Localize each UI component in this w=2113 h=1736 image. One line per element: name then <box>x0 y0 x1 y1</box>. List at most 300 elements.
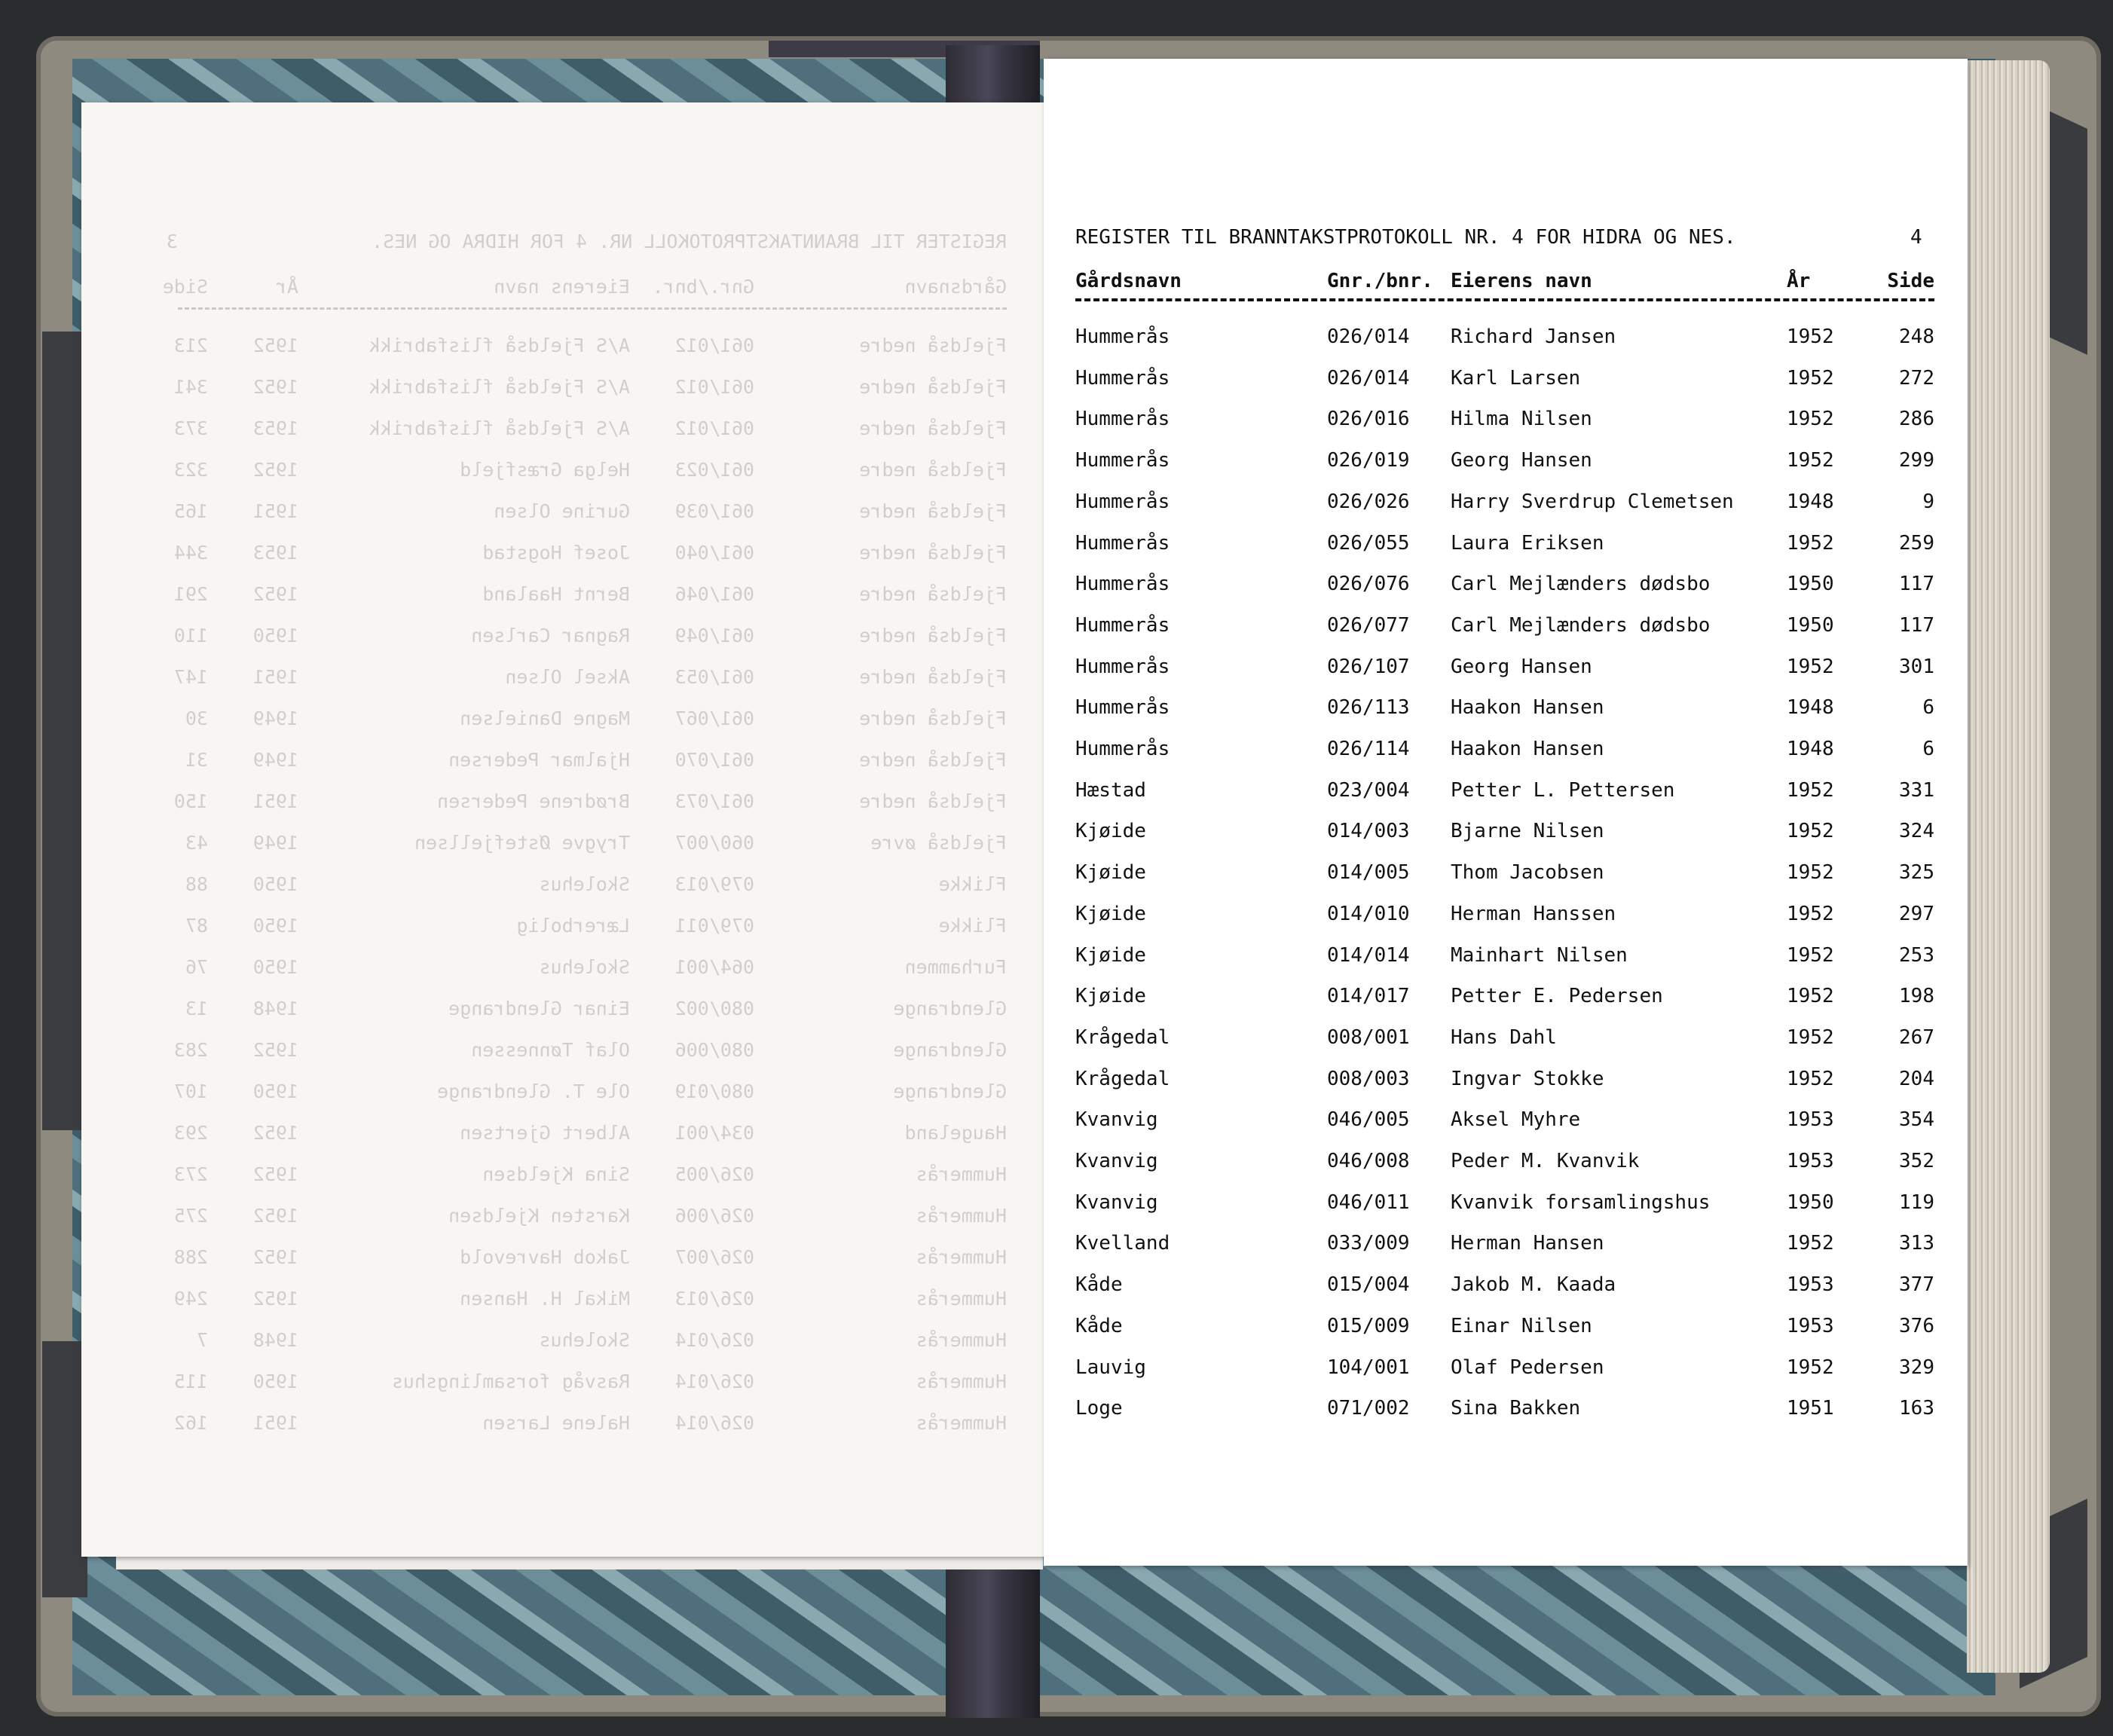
bleed-cell-year: 1952 <box>252 1163 298 1185</box>
cell-side: 313 <box>1899 1232 1934 1255</box>
bleed-cell-year: 1949 <box>252 832 298 854</box>
bleed-cell-gnr: 061/040 <box>674 542 754 564</box>
cell-gnr-bnr: 046/008 <box>1327 1150 1410 1172</box>
bleed-cell-side: 293 <box>173 1122 208 1144</box>
table-row <box>1044 367 1968 397</box>
bleed-cell-owner: A/S Fjeldså flisfabrikk <box>368 417 630 439</box>
bleed-cell-year: 1951 <box>252 500 298 522</box>
cell-year: 1953 <box>1787 1273 1834 1297</box>
bleed-cell-gnr: 061/073 <box>674 790 754 812</box>
cell-farm-name: Hummerås <box>1075 449 1170 472</box>
cell-gnr-bnr: 014/017 <box>1327 985 1410 1008</box>
cell-owner-name: Richard Jansen <box>1451 326 1616 348</box>
cell-gnr-bnr: 104/001 <box>1327 1355 1410 1379</box>
bleed-cell-gnr: 061/053 <box>674 666 754 688</box>
bleed-cell-side: 31 <box>185 749 208 771</box>
bleed-cell-year: 1953 <box>252 417 298 439</box>
bleed-cell-farm: Glendrange <box>893 1039 1007 1061</box>
bleed-cell-farm: Flikke <box>938 873 1007 895</box>
cell-farm-name: Krågedal <box>1075 1025 1170 1049</box>
bleed-cell-side: 88 <box>185 873 208 895</box>
cell-side: 198 <box>1899 985 1934 1008</box>
table-row <box>1044 861 1968 891</box>
cell-gnr-bnr: 015/004 <box>1327 1273 1410 1297</box>
bleed-cell-farm: Fjeldså nedre <box>859 542 1007 564</box>
cell-farm-name: Hummerås <box>1075 531 1170 555</box>
cell-owner-name: Haakon Hansen <box>1451 738 1604 760</box>
bleed-cell-gnr: 061/012 <box>674 335 754 356</box>
table-row <box>1044 1273 1968 1304</box>
table-row <box>1044 1068 1968 1098</box>
bleed-cell-year: 1951 <box>252 666 298 688</box>
bleed-cell-side: 323 <box>173 459 208 481</box>
table-row <box>1044 326 1968 356</box>
table-row <box>1044 573 1968 603</box>
bleed-cell-farm: Fjeldså nedre <box>859 749 1007 771</box>
bleed-cell-farm: Flikke <box>938 915 1007 937</box>
bleed-cell-farm: Furhammen <box>904 956 1007 978</box>
bleed-cell-side: 87 <box>185 915 208 937</box>
bleed-cell-gnr: 061/012 <box>674 417 754 439</box>
cell-farm-name: Hummerås <box>1075 738 1170 760</box>
bleed-cell-side: 115 <box>173 1371 208 1392</box>
cell-farm-name: Kjøide <box>1075 985 1146 1008</box>
bleed-cell-gnr: 061/012 <box>674 376 754 398</box>
cell-side: 331 <box>1899 778 1934 802</box>
bleed-cell-side: 76 <box>185 956 208 978</box>
page-title: REGISTER TIL BRANNTAKSTPROTOKOLL NR. 4 FOR HIDRA OG NES. <box>1075 226 1736 249</box>
header-side: Side <box>1887 270 1934 292</box>
table-row <box>1044 696 1968 726</box>
cell-side: 297 <box>1899 902 1934 925</box>
cell-gnr-bnr: 008/001 <box>1327 1025 1410 1049</box>
bleed-header-owner: Eierens navn <box>494 276 630 298</box>
cell-gnr-bnr: 026/026 <box>1327 490 1410 513</box>
cell-owner-name: Thom Jacobsen <box>1451 861 1604 885</box>
cell-owner-name: Olaf Pedersen <box>1451 1355 1604 1379</box>
bleed-cell-gnr: 034/001 <box>674 1122 754 1144</box>
cell-farm-name: Lauvig <box>1075 1355 1146 1379</box>
bleed-through-text <box>81 102 1046 1557</box>
cell-year: 1951 <box>1787 1397 1834 1420</box>
cell-farm-name: Kvanvig <box>1075 1108 1158 1132</box>
bleed-cell-owner: Trygve Østefjellsen <box>414 832 630 854</box>
bleed-cell-farm: Hummerås <box>916 1329 1007 1351</box>
bleed-cell-side: 7 <box>196 1329 208 1351</box>
table-row <box>1044 449 1968 479</box>
bleed-cell-side: 291 <box>173 583 208 605</box>
cell-year: 1952 <box>1787 1355 1834 1379</box>
cell-year: 1952 <box>1787 326 1834 348</box>
table-row <box>1044 1356 1968 1386</box>
bleed-cell-gnr: 064/001 <box>674 956 754 978</box>
table-row <box>1044 408 1968 438</box>
bleed-cell-gnr: 026/007 <box>674 1246 754 1268</box>
cell-side: 248 <box>1899 326 1934 348</box>
header-year: År <box>1787 270 1811 292</box>
bleed-cell-year: 1950 <box>252 1080 298 1102</box>
bleed-cell-year: 1952 <box>252 376 298 398</box>
table-row <box>1044 1108 1968 1138</box>
bleed-cell-farm: Hummerås <box>916 1246 1007 1268</box>
bleed-cell-side: 283 <box>173 1039 208 1061</box>
bleed-cell-farm: Hummerås <box>916 1163 1007 1185</box>
table-row <box>1044 1026 1968 1056</box>
cell-farm-name: Hummerås <box>1075 573 1170 596</box>
cell-gnr-bnr: 033/009 <box>1327 1232 1410 1255</box>
cell-side: 163 <box>1899 1397 1934 1420</box>
bleed-cell-farm: Glendrange <box>893 1080 1007 1102</box>
bleed-cell-farm: Fjeldså nedre <box>859 625 1007 646</box>
bleed-cell-owner: Jakob Havrevold <box>460 1246 630 1268</box>
cell-year: 1952 <box>1787 902 1834 925</box>
cell-side: 286 <box>1899 408 1934 431</box>
bleed-cell-gnr: 026/006 <box>674 1205 754 1227</box>
table-row <box>1044 820 1968 850</box>
bleed-cell-gnr: 080/002 <box>674 998 754 1019</box>
cell-owner-name: Georg Hansen <box>1451 655 1592 678</box>
bleed-cell-owner: Olaf Tønnessen <box>471 1039 630 1061</box>
cell-side: 325 <box>1899 861 1934 885</box>
cell-year: 1952 <box>1787 861 1834 885</box>
bleed-cell-year: 1952 <box>252 583 298 605</box>
cell-gnr-bnr: 046/011 <box>1327 1190 1410 1214</box>
bleed-cell-owner: Sina Kjeldsen <box>482 1163 630 1185</box>
cell-side: 354 <box>1899 1108 1934 1132</box>
bleed-cell-year: 1952 <box>252 459 298 481</box>
bleed-cell-owner: Gurine Olsen <box>494 500 630 522</box>
cell-year: 1952 <box>1787 1025 1834 1049</box>
cell-owner-name: Bjarne Nilsen <box>1451 820 1604 843</box>
cell-owner-name: Hans Dahl <box>1451 1025 1557 1049</box>
corner-protector <box>42 332 87 1130</box>
cell-farm-name: Hummerås <box>1075 696 1170 720</box>
cell-owner-name: Carl Mejlænders dødsbo <box>1451 613 1711 637</box>
bleed-cell-gnr: 026/014 <box>674 1329 754 1351</box>
bleed-cell-gnr: 061/070 <box>674 749 754 771</box>
cell-farm-name: Kåde <box>1075 1273 1123 1297</box>
cell-year: 1950 <box>1787 573 1834 596</box>
cell-year: 1952 <box>1787 943 1834 967</box>
cell-gnr-bnr: 026/114 <box>1327 738 1410 760</box>
table-row <box>1044 903 1968 933</box>
bleed-cell-gnr: 061/067 <box>674 708 754 729</box>
cell-side: 119 <box>1899 1190 1934 1214</box>
cell-farm-name: Kvelland <box>1075 1232 1170 1255</box>
cell-gnr-bnr: 008/003 <box>1327 1067 1410 1090</box>
table-row <box>1044 1315 1968 1345</box>
cell-farm-name: Kvanvig <box>1075 1190 1158 1214</box>
cell-owner-name: Sina Bakken <box>1451 1397 1581 1420</box>
bleed-header-gnr: Gnr./bnr. <box>652 276 754 298</box>
bleed-cell-year: 1952 <box>252 1205 298 1227</box>
cell-gnr-bnr: 026/076 <box>1327 573 1410 596</box>
bleed-cell-gnr: 026/014 <box>674 1412 754 1434</box>
cell-side: 377 <box>1899 1273 1934 1297</box>
cell-farm-name: Kåde <box>1075 1314 1123 1337</box>
bleed-cell-year: 1950 <box>252 1371 298 1392</box>
bleed-cell-year: 1952 <box>252 335 298 356</box>
bleed-cell-owner: Aksel Olsen <box>505 666 630 688</box>
bleed-cell-year: 1951 <box>252 790 298 812</box>
register-page <box>1044 59 1968 1566</box>
bleed-cell-gnr: 026/013 <box>674 1288 754 1310</box>
bleed-cell-gnr: 061/046 <box>674 583 754 605</box>
bleed-cell-year: 1951 <box>252 1412 298 1434</box>
cell-side: 6 <box>1922 738 1934 760</box>
bleed-cell-side: 30 <box>185 708 208 729</box>
cell-gnr-bnr: 026/055 <box>1327 531 1410 555</box>
cell-side: 253 <box>1899 943 1934 967</box>
cell-year: 1952 <box>1787 985 1834 1008</box>
table-row <box>1044 1232 1968 1262</box>
bleed-cell-gnr: 080/019 <box>674 1080 754 1102</box>
bleed-cell-farm: Hummerås <box>916 1371 1007 1392</box>
bleed-cell-side: 275 <box>173 1205 208 1227</box>
header-gnr-bnr: Gnr./bnr. <box>1327 270 1433 292</box>
bleed-cell-side: 288 <box>173 1246 208 1268</box>
bleed-cell-year: 1952 <box>252 1288 298 1310</box>
bleed-cell-owner: Helga Græsfjeld <box>460 459 630 481</box>
cell-side: 9 <box>1922 490 1934 513</box>
cell-owner-name: Karl Larsen <box>1451 366 1581 390</box>
bleed-cell-year: 1950 <box>252 915 298 937</box>
bleed-cell-year: 1952 <box>252 1039 298 1061</box>
bleed-cell-farm: Fjeldså nedre <box>859 583 1007 605</box>
bleed-cell-side: 213 <box>173 335 208 356</box>
cell-owner-name: Harry Sverdrup Clemetsen <box>1451 490 1734 513</box>
bleed-cell-side: 150 <box>173 790 208 812</box>
cell-owner-name: Herman Hanssen <box>1451 902 1616 925</box>
bleed-cell-farm: Fjeldså nedre <box>859 417 1007 439</box>
bleed-cell-farm: Fjeldså nedre <box>859 790 1007 812</box>
cell-owner-name: Peder M. Kvanvik <box>1451 1150 1640 1172</box>
bleed-cell-gnr: 061/049 <box>674 625 754 646</box>
cell-year: 1953 <box>1787 1108 1834 1132</box>
cell-owner-name: Hilma Nilsen <box>1451 408 1592 431</box>
table-row <box>1044 491 1968 521</box>
cell-owner-name: Jakob M. Kaada <box>1451 1273 1616 1297</box>
bleed-cell-farm: Fjeldså nedre <box>859 376 1007 398</box>
cell-farm-name: Loge <box>1075 1397 1123 1420</box>
cell-year: 1950 <box>1787 1190 1834 1214</box>
cell-side: 352 <box>1899 1150 1934 1172</box>
bleed-cell-year: 1952 <box>252 1122 298 1144</box>
bleed-cell-owner: Lærerbolig <box>516 915 630 937</box>
cell-side: 117 <box>1899 613 1934 637</box>
table-row <box>1044 738 1968 768</box>
bleed-cell-farm: Fjeldså nedre <box>859 708 1007 729</box>
bleed-cell-side: 373 <box>173 417 208 439</box>
cell-year: 1952 <box>1787 820 1834 843</box>
bleed-cell-owner: Magne Danielsen <box>460 708 630 729</box>
bleed-cell-gnr: 080/006 <box>674 1039 754 1061</box>
cell-side: 267 <box>1899 1025 1934 1049</box>
bleed-cell-side: 273 <box>173 1163 208 1185</box>
bleed-cell-side: 43 <box>185 832 208 854</box>
bleed-cell-gnr: 079/011 <box>674 915 754 937</box>
cell-gnr-bnr: 015/009 <box>1327 1314 1410 1337</box>
cell-year: 1948 <box>1787 696 1834 720</box>
bleed-cell-year: 1950 <box>252 625 298 646</box>
bleed-cell-farm: Fjeldså nedre <box>859 666 1007 688</box>
bleed-cell-side: 341 <box>173 376 208 398</box>
cell-side: 6 <box>1922 696 1934 720</box>
bleed-cell-year: 1948 <box>252 1329 298 1351</box>
cell-gnr-bnr: 026/014 <box>1327 366 1410 390</box>
bleed-cell-year: 1950 <box>252 956 298 978</box>
cell-farm-name: Hummerås <box>1075 655 1170 678</box>
cell-gnr-bnr: 023/004 <box>1327 778 1410 802</box>
bleed-header-side: Side <box>162 276 208 298</box>
cell-gnr-bnr: 046/005 <box>1327 1108 1410 1132</box>
cell-farm-name: Kjøide <box>1075 902 1146 925</box>
cell-year: 1948 <box>1787 490 1834 513</box>
bleed-cell-year: 1950 <box>252 873 298 895</box>
table-row <box>1044 1150 1968 1180</box>
cell-owner-name: Carl Mejlænders dødsbo <box>1451 573 1711 596</box>
header-rule <box>1075 298 1934 301</box>
cell-year: 1952 <box>1787 1067 1834 1090</box>
cell-farm-name: Hummerås <box>1075 326 1170 348</box>
cell-year: 1953 <box>1787 1314 1834 1337</box>
cell-gnr-bnr: 026/014 <box>1327 326 1410 348</box>
cell-side: 301 <box>1899 655 1934 678</box>
cell-gnr-bnr: 026/019 <box>1327 449 1410 472</box>
bleed-cell-gnr: 026/014 <box>674 1371 754 1392</box>
bleed-cell-year: 1949 <box>252 749 298 771</box>
cell-gnr-bnr: 014/014 <box>1327 943 1410 967</box>
cell-year: 1952 <box>1787 531 1834 555</box>
page-edge-stack <box>1967 60 2050 1673</box>
cell-farm-name: Hummerås <box>1075 366 1170 390</box>
cell-side: 259 <box>1899 531 1934 555</box>
cell-year: 1952 <box>1787 408 1834 431</box>
bleed-cell-side: 249 <box>173 1288 208 1310</box>
bleed-cell-owner: Hjalmar Pedersen <box>448 749 630 771</box>
bleed-cell-owner: Skolehus <box>539 956 630 978</box>
cell-side: 299 <box>1899 449 1934 472</box>
cell-owner-name: Einar Nilsen <box>1451 1314 1592 1337</box>
bleed-cell-owner: Albert Gjertsen <box>460 1122 630 1144</box>
cell-gnr-bnr: 071/002 <box>1327 1397 1410 1420</box>
header-owner-name: Eierens navn <box>1451 270 1592 292</box>
bleed-cell-gnr: 026/005 <box>674 1163 754 1185</box>
cell-owner-name: Petter E. Pedersen <box>1451 985 1663 1008</box>
bleed-cell-side: 162 <box>173 1412 208 1434</box>
bleed-cell-side: 147 <box>173 666 208 688</box>
bleed-cell-owner: Skolehus <box>539 873 630 895</box>
cell-year: 1952 <box>1787 1232 1834 1255</box>
bleed-cell-year: 1949 <box>252 708 298 729</box>
cell-year: 1953 <box>1787 1150 1834 1172</box>
bleed-cell-owner: Karsten Kjeldsen <box>448 1205 630 1227</box>
bleed-cell-owner: Brødrene Pedersen <box>437 790 630 812</box>
bleed-cell-farm: Fjeldså nedre <box>859 459 1007 481</box>
cell-owner-name: Laura Eriksen <box>1451 531 1604 555</box>
cell-farm-name: Hummerås <box>1075 408 1170 431</box>
bleed-cell-side: 13 <box>185 998 208 1019</box>
bleed-header-farm: Gårdsnavn <box>904 276 1007 298</box>
cell-owner-name: Georg Hansen <box>1451 449 1592 472</box>
cell-gnr-bnr: 014/005 <box>1327 861 1410 885</box>
bleed-cell-owner: Bernt Haaland <box>482 583 630 605</box>
cell-owner-name: Ingvar Stokke <box>1451 1067 1604 1090</box>
table-row <box>1044 1191 1968 1221</box>
bleed-cell-gnr: 061/023 <box>674 459 754 481</box>
cell-side: 272 <box>1899 366 1934 390</box>
cell-side: 117 <box>1899 573 1934 596</box>
cell-farm-name: Hæstad <box>1075 778 1146 802</box>
cell-owner-name: Petter L. Pettersen <box>1451 778 1675 802</box>
bleed-cell-gnr: 060/007 <box>674 832 754 854</box>
cell-farm-name: Kjøide <box>1075 820 1146 843</box>
cell-side: 204 <box>1899 1067 1934 1090</box>
bleed-cell-farm: Fjeldså nedre <box>859 335 1007 356</box>
bleed-cell-owner: Skolehus <box>539 1329 630 1351</box>
cell-farm-name: Kjøide <box>1075 943 1146 967</box>
table-row <box>1044 1397 1968 1427</box>
cell-gnr-bnr: 026/107 <box>1327 655 1410 678</box>
cell-gnr-bnr: 014/010 <box>1327 902 1410 925</box>
cell-gnr-bnr: 026/077 <box>1327 613 1410 637</box>
table-row <box>1044 614 1968 644</box>
bleed-cell-gnr: 061/039 <box>674 500 754 522</box>
bleed-cell-owner: A/S Fjeldså flisfabrikk <box>368 335 630 356</box>
cell-farm-name: Krågedal <box>1075 1067 1170 1090</box>
cell-owner-name: Aksel Myhre <box>1451 1108 1581 1132</box>
bleed-cell-owner: Rasvåg forsamlingshus <box>391 1371 630 1392</box>
bleed-cell-farm: Glendrange <box>893 998 1007 1019</box>
cell-farm-name: Hummerås <box>1075 490 1170 513</box>
bleed-cell-side: 110 <box>173 625 208 646</box>
cell-owner-name: Haakon Hansen <box>1451 696 1604 720</box>
bleed-cell-owner: Ole T. Glendrange <box>437 1080 630 1102</box>
bleed-cell-farm: Hummerås <box>916 1205 1007 1227</box>
bleed-cell-side: 107 <box>173 1080 208 1102</box>
cell-year: 1948 <box>1787 738 1834 760</box>
table-row <box>1044 779 1968 809</box>
bleed-cell-farm: Fjeldså nedre <box>859 500 1007 522</box>
bleed-cell-owner: Einar Glendrange <box>448 998 630 1019</box>
bleed-cell-year: 1948 <box>252 998 298 1019</box>
table-row <box>1044 532 1968 562</box>
bleed-cell-owner: A/S Fjeldså flisfabrikk <box>368 376 630 398</box>
bleed-cell-owner: Ragnar Carlsen <box>471 625 630 646</box>
bleed-page-number: 3 <box>166 231 178 252</box>
table-row <box>1044 656 1968 686</box>
bleed-cell-farm: Haugeland <box>904 1122 1007 1144</box>
cell-side: 329 <box>1899 1355 1934 1379</box>
cell-year: 1952 <box>1787 366 1834 390</box>
corner-protector <box>42 1341 87 1597</box>
cell-year: 1950 <box>1787 613 1834 637</box>
bleed-cell-year: 1953 <box>252 542 298 564</box>
table-row <box>1044 985 1968 1015</box>
table-row <box>1044 944 1968 974</box>
bleed-cell-farm: Fjeldså øvre <box>870 832 1007 854</box>
bleed-title-text: REGISTER TIL BRANNTAKSTPROTOKOLL NR. 4 FOR HIDRA OG NES. <box>372 231 1007 252</box>
cell-farm-name: Kvanvig <box>1075 1150 1158 1172</box>
page-number: 4 <box>1910 226 1922 249</box>
cell-gnr-bnr: 014/003 <box>1327 820 1410 843</box>
bleed-title <box>140 231 1007 252</box>
cell-farm-name: Hummerås <box>1075 613 1170 637</box>
bleed-cell-farm: Hummerås <box>916 1412 1007 1434</box>
bleed-cell-owner: Josef Hogstad <box>482 542 630 564</box>
bleed-cell-owner: Mikal H. Hansen <box>460 1288 630 1310</box>
bleed-cell-farm: Hummerås <box>916 1288 1007 1310</box>
